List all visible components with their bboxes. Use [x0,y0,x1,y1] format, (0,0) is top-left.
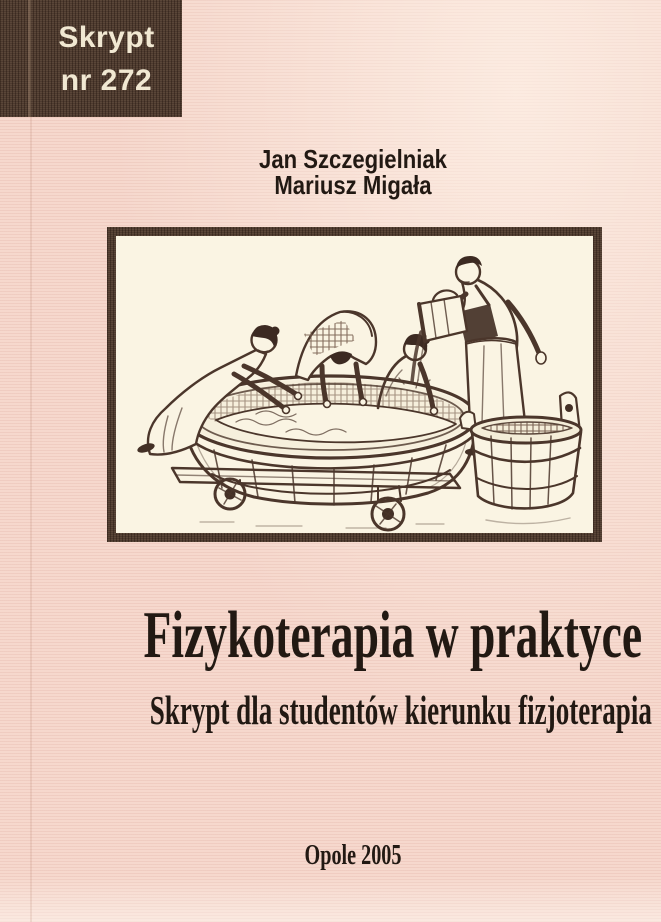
author-2: Mariusz Migała [274,170,432,200]
imprint: Opole 2005 [304,840,402,871]
ground-shading [200,522,444,528]
book-title: Fizykoterapia w praktyce [143,598,643,672]
spine-crease [30,117,32,922]
cover-illustration [116,236,593,533]
illustration-frame [107,227,602,542]
series-label-line2: nr 272 [60,63,153,97]
series-label-line1: Skrypt [58,20,155,54]
spine-crease-badge [28,0,31,117]
author-1: Jan Szczegielniak [259,144,447,174]
authors-block [91,146,615,198]
book-subtitle: Skrypt dla studentów kierunku fizjoterapia [149,687,652,733]
illustration-paper [116,236,593,533]
series-badge [0,0,182,117]
